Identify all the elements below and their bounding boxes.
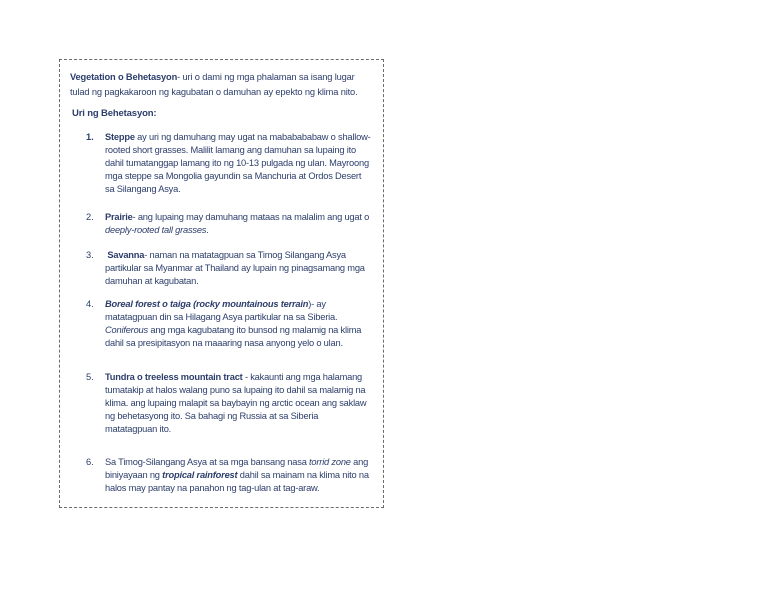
- intro-term: Vegetation o Behetasyon: [70, 72, 178, 82]
- section-heading: Uri ng Behetasyon:: [72, 108, 157, 119]
- item-term: Steppe: [105, 132, 135, 142]
- list-number: 1.: [86, 132, 94, 142]
- item-term: Tundra o treeless mountain tract: [105, 372, 243, 382]
- list-number: 3.: [86, 250, 94, 260]
- item-term: Boreal forest o taiga (rocky mountainous terrain: [105, 299, 309, 309]
- document-card: Vegetation o Behetasyon- uri o dami ng mga phalaman sa isang lugar tulad ng pagkakaroon ng kagubatan o damuhan ay epekto ng klima nito. Uri ng Behetasyon: 1. Steppe ay uri ng damuhang may ugat na mababababaw o shallow- rooted short grasses. Malilit lamang ang damuhan sa lupaing ito dahil tumatanggap lamang ito ng 10-13 pulgada ng ulan. Mayroong mga steppe sa Mongolia gayundin sa Manchuria at Ordos Desert sa Silangang Asya. 2. Prairie- ang lupaing may damuhang mataas na malalim ang ugat o deeply-rooted tall grasses. 3. Savanna- naman na matatagpuan sa Timog Silangang Asya partikular sa Myanmar at Thailand ay lupain ng pinagsamang mga damuhan at kagubatan. 4. Boreal forest o taiga (rocky mountainous terrain)- ay matatagpuan din sa Hilagang Asya partikular na sa Siberia. Coniferous ang mga kagubatang ito bunsod ng malamig na klima dahil sa presipitasyon na maaaring nasa anyong yelo o ulan. 5. Tundra o treeless mountain tract - kakaunti ang mga halamang tumatakip at halos walang puno sa lupaing ito dahil sa malamig na klima. ang lupaing malapit sa baybayin ng arctic ocean ang saklaw ng behetasyong ito. Sa bahagi ng Russia at sa Siberia matatagpuan ito. 6. Sa Timog-Silangang Asya at sa mga bansang nasa torrid zone ang biniyayaan ng tropical rainforest dahil sa mainam na klima nito na halos may pantay na panahon ng tag-ulan at tag-araw.: [59, 59, 384, 508]
- item-term: tropical rainforest: [162, 470, 238, 480]
- intro-line-2: tulad ng pagkakaroon ng kagubatan o damuhan ay epekto ng klima nito.: [70, 87, 358, 97]
- list-number: 4.: [86, 299, 94, 309]
- item-term: Savanna: [107, 250, 145, 260]
- intro-paragraph: [70, 70, 370, 100]
- item-term: Prairie: [105, 212, 133, 222]
- list-number: 5.: [86, 372, 94, 382]
- list-number: 2.: [86, 212, 94, 222]
- list-number: 6.: [86, 457, 94, 467]
- intro-line-1: Vegetation o Behetasyon- uri o dami ng mga phalaman sa isang lugar: [70, 72, 355, 82]
